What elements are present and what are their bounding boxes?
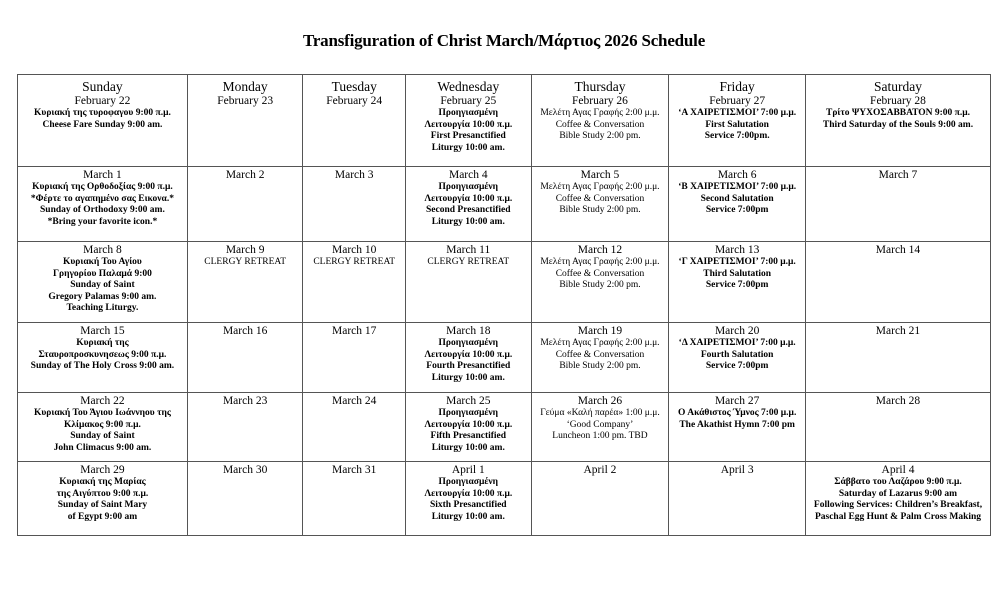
event-text: ‘Γ ΧΑΙΡΕΤΙΣΜΟΙ’ 7:00 μ.μ. Third Salutation Service 7:00pm [678, 257, 796, 290]
calendar-day-cell [806, 462, 991, 536]
day-date: March 24 [332, 395, 377, 407]
day-date: February 26 [572, 95, 628, 107]
calendar-day-cell [303, 167, 406, 242]
day-date: March 14 [875, 244, 921, 256]
event-text: Μελέτη Αγας Γραφής 2:00 μ.μ. Coffee & Conversation Bible Study 2:00 pm. [540, 108, 660, 141]
day-date: March 13 [714, 244, 760, 256]
calendar-day-cell [669, 393, 806, 462]
day-date: March 1 [83, 169, 122, 181]
calendar-week-row [18, 242, 991, 323]
event-text: ‘Β ΧΑΙΡΕΤΙΣΜΟΙ’ 7:00 μ.μ. Second Salutation Service 7:00pm [678, 182, 797, 215]
calendar-day-cell [531, 75, 669, 167]
calendar-day-cell [303, 462, 406, 536]
event-text: CLERGY RETREAT [204, 257, 287, 267]
calendar-day-cell [187, 462, 303, 536]
event-text: Κυριακή της Σταυροπροσκυνησεως 9:00 π.μ. Sunday of The Holy Cross 9:00 am. [30, 338, 175, 371]
day-date: February 24 [326, 95, 383, 107]
day-date: March 26 [577, 395, 623, 407]
day-date: March 29 [80, 464, 125, 476]
day-date: March 18 [446, 325, 491, 337]
calendar-day-cell [187, 75, 303, 167]
event-text: Προηγιασμένη Λειτουργία 10:00 π.μ. First Presanctified Liturgy 10:00 am. [424, 108, 513, 153]
calendar-day-cell [669, 167, 806, 242]
day-date: March 7 [878, 169, 918, 181]
day-date: February 28 [870, 95, 926, 107]
day-date: March 6 [717, 169, 757, 181]
day-date: February 23 [217, 95, 274, 107]
event-text: Κυριακή Του Άγιου Ιωάννηου της Κλίμακος 9:00 π.μ. Sunday of Saint John Climacus 9:00 am. [33, 408, 171, 453]
event-text: Προηγιασμένη Λειτουργία 10:00 π.μ. Fifth Presanctified Liturgy 10:00 am. [424, 408, 513, 453]
calendar-day-cell [669, 75, 806, 167]
day-date: March 27 [714, 395, 760, 407]
weekday-header: Monday [222, 79, 268, 94]
calendar-day-cell [669, 462, 806, 536]
day-date: March 10 [332, 244, 377, 256]
day-date: March 8 [83, 244, 122, 256]
day-date: March 17 [332, 325, 377, 337]
event-text: Σάββατο του Λαζάρου 9:00 π.μ. Saturday of Lazarus 9:00 am Following Services: Children’s Breakfast, Paschal Egg Hunt & Palm Cross Making [813, 477, 983, 522]
event-text: ‘Α ΧΑΙΡΕΤΙΣΜΟΙ’ 7:00 μ.μ. First Salutation Service 7:00pm. [678, 108, 797, 141]
calendar-day-cell [18, 167, 188, 242]
calendar-day-cell [405, 242, 531, 323]
day-date: March 2 [225, 169, 265, 181]
event-text: Ο Ακάθιστος Ύμνος 7:00 μ.μ. The Akathist Hymn 7:00 pm [677, 408, 797, 430]
calendar-day-cell [18, 462, 188, 536]
calendar-day-cell [303, 75, 406, 167]
calendar-day-cell [669, 242, 806, 323]
day-date: March 15 [80, 325, 125, 337]
day-date: April 4 [881, 464, 915, 476]
event-text: ‘Δ ΧΑΙΡΕΤΙΣΜΟΙ’ 7:00 μ.μ. Fourth Salutation Service 7:00pm [678, 338, 796, 371]
calendar-day-cell [531, 323, 669, 393]
calendar-day-cell [303, 242, 406, 323]
event-text: Προηγιασμένη Λειτουργία 10:00 π.μ. Second Presanctified Liturgy 10:00 am. [424, 182, 513, 227]
day-date: March 30 [222, 464, 268, 476]
calendar-day-cell [806, 323, 991, 393]
day-date: March 12 [577, 244, 623, 256]
day-date: March 5 [580, 169, 620, 181]
day-date: February 25 [440, 95, 497, 107]
page-title: Transfiguration of Christ March/Μάρτιος 2026 Schedule [302, 31, 706, 50]
day-date: March 23 [222, 395, 268, 407]
calendar-day-cell [303, 393, 406, 462]
calendar-week-row [18, 393, 991, 462]
calendar-week-row [18, 323, 991, 393]
calendar-day-cell [18, 393, 188, 462]
calendar-table [17, 74, 991, 536]
calendar-day-cell [187, 323, 303, 393]
calendar-day-cell [806, 167, 991, 242]
calendar-day-cell [18, 75, 188, 167]
day-date: March 16 [222, 325, 268, 337]
calendar-day-cell [405, 323, 531, 393]
calendar-day-cell [18, 242, 188, 323]
event-text: CLERGY RETREAT [313, 257, 396, 267]
weekday-header: Tuesday [331, 79, 377, 94]
calendar-day-cell [669, 323, 806, 393]
calendar-week-row [18, 462, 991, 536]
day-date: March 4 [448, 169, 488, 181]
weekday-header: Wednesday [437, 79, 500, 94]
day-date: March 11 [446, 244, 491, 256]
calendar-day-cell [806, 242, 991, 323]
day-date: March 20 [714, 325, 760, 337]
event-text: Γεύμα «Καλή παρέα» 1:00 μ.μ. ‘Good Company’ Luncheon 1:00 pm. TBD [540, 408, 660, 441]
weekday-header: Friday [719, 79, 755, 94]
day-date: March 22 [80, 395, 125, 407]
event-text: Μελέτη Αγας Γραφής 2:00 μ.μ. Coffee & Conversation Bible Study 2:00 pm. [540, 257, 660, 290]
event-text: Μελέτη Αγας Γραφής 2:00 μ.μ. Coffee & Conversation Bible Study 2:00 pm. [540, 338, 660, 371]
day-date: March 19 [577, 325, 623, 337]
weekday-header: Saturday [874, 79, 922, 94]
calendar-day-cell [531, 167, 669, 242]
event-text: Κυριακή της τυροφαγου 9:00 π.μ. Cheese Fare Sunday 9:00 am. [34, 108, 171, 130]
calendar-day-cell [18, 323, 188, 393]
weekday-header: Thursday [574, 79, 626, 94]
event-text: Προηγιασμένη Λειτουργία 10:00 π.μ. Fourth Presanctified Liturgy 10:00 am. [424, 338, 513, 383]
event-text: Τρίτο ΨΥΧΟΣΑΒΒΑΤΟΝ 9:00 π.μ. Third Saturday of the Souls 9:00 am. [822, 108, 974, 130]
calendar-day-cell [187, 393, 303, 462]
calendar-day-cell [806, 393, 991, 462]
weekday-header: Sunday [82, 79, 123, 94]
calendar-day-cell [531, 242, 669, 323]
day-date: February 27 [709, 95, 766, 107]
event-text: Μελέτη Αγας Γραφής 2:00 μ.μ. Coffee & Conversation Bible Study 2:00 pm. [540, 182, 660, 215]
day-date: March 9 [225, 244, 265, 256]
calendar-day-cell [405, 462, 531, 536]
calendar-day-cell [405, 75, 531, 167]
event-text: Κυριακή της Μαρίας της Αιγύπτου 9:00 π.μ. Sunday of Saint Mary of Egypt 9:00 am [56, 477, 149, 522]
day-date: March 21 [875, 325, 921, 337]
event-text: Προηγιασμένη Λειτουργία 10:00 π.μ. Sixth Presanctified Liturgy 10:00 am. [424, 477, 513, 522]
day-date: March 25 [446, 395, 491, 407]
calendar-day-cell [405, 167, 531, 242]
calendar-week-row [18, 167, 991, 242]
day-date: April 1 [451, 464, 485, 476]
day-date: February 22 [74, 95, 131, 107]
event-text: CLERGY RETREAT [427, 257, 510, 267]
calendar-day-cell [806, 75, 991, 167]
calendar-week-row [18, 75, 991, 167]
calendar-day-cell [303, 323, 406, 393]
calendar-day-cell [187, 242, 303, 323]
calendar-day-cell [531, 393, 669, 462]
day-date: April 3 [720, 464, 754, 476]
day-date: March 28 [875, 395, 921, 407]
event-text: Κυριακή Του Αγίου Γρηγορίου Παλαμά 9:00 Sunday of Saint Gregory Palamas 9:00 am. Teaching Liturgy. [48, 257, 157, 313]
event-text: Κυριακή της Ορθοδοξίας 9:00 π.μ. *Φέρτε το αγαπημένο σας Εικονα.* Sunday of Orthodoxy 9:00 am. *Bring your favorite icon.* [30, 182, 174, 227]
day-date: March 31 [332, 464, 377, 476]
calendar-day-cell [187, 167, 303, 242]
day-date: April 2 [583, 464, 617, 476]
calendar-day-cell [531, 462, 669, 536]
calendar-day-cell [405, 393, 531, 462]
day-date: March 3 [334, 169, 374, 181]
